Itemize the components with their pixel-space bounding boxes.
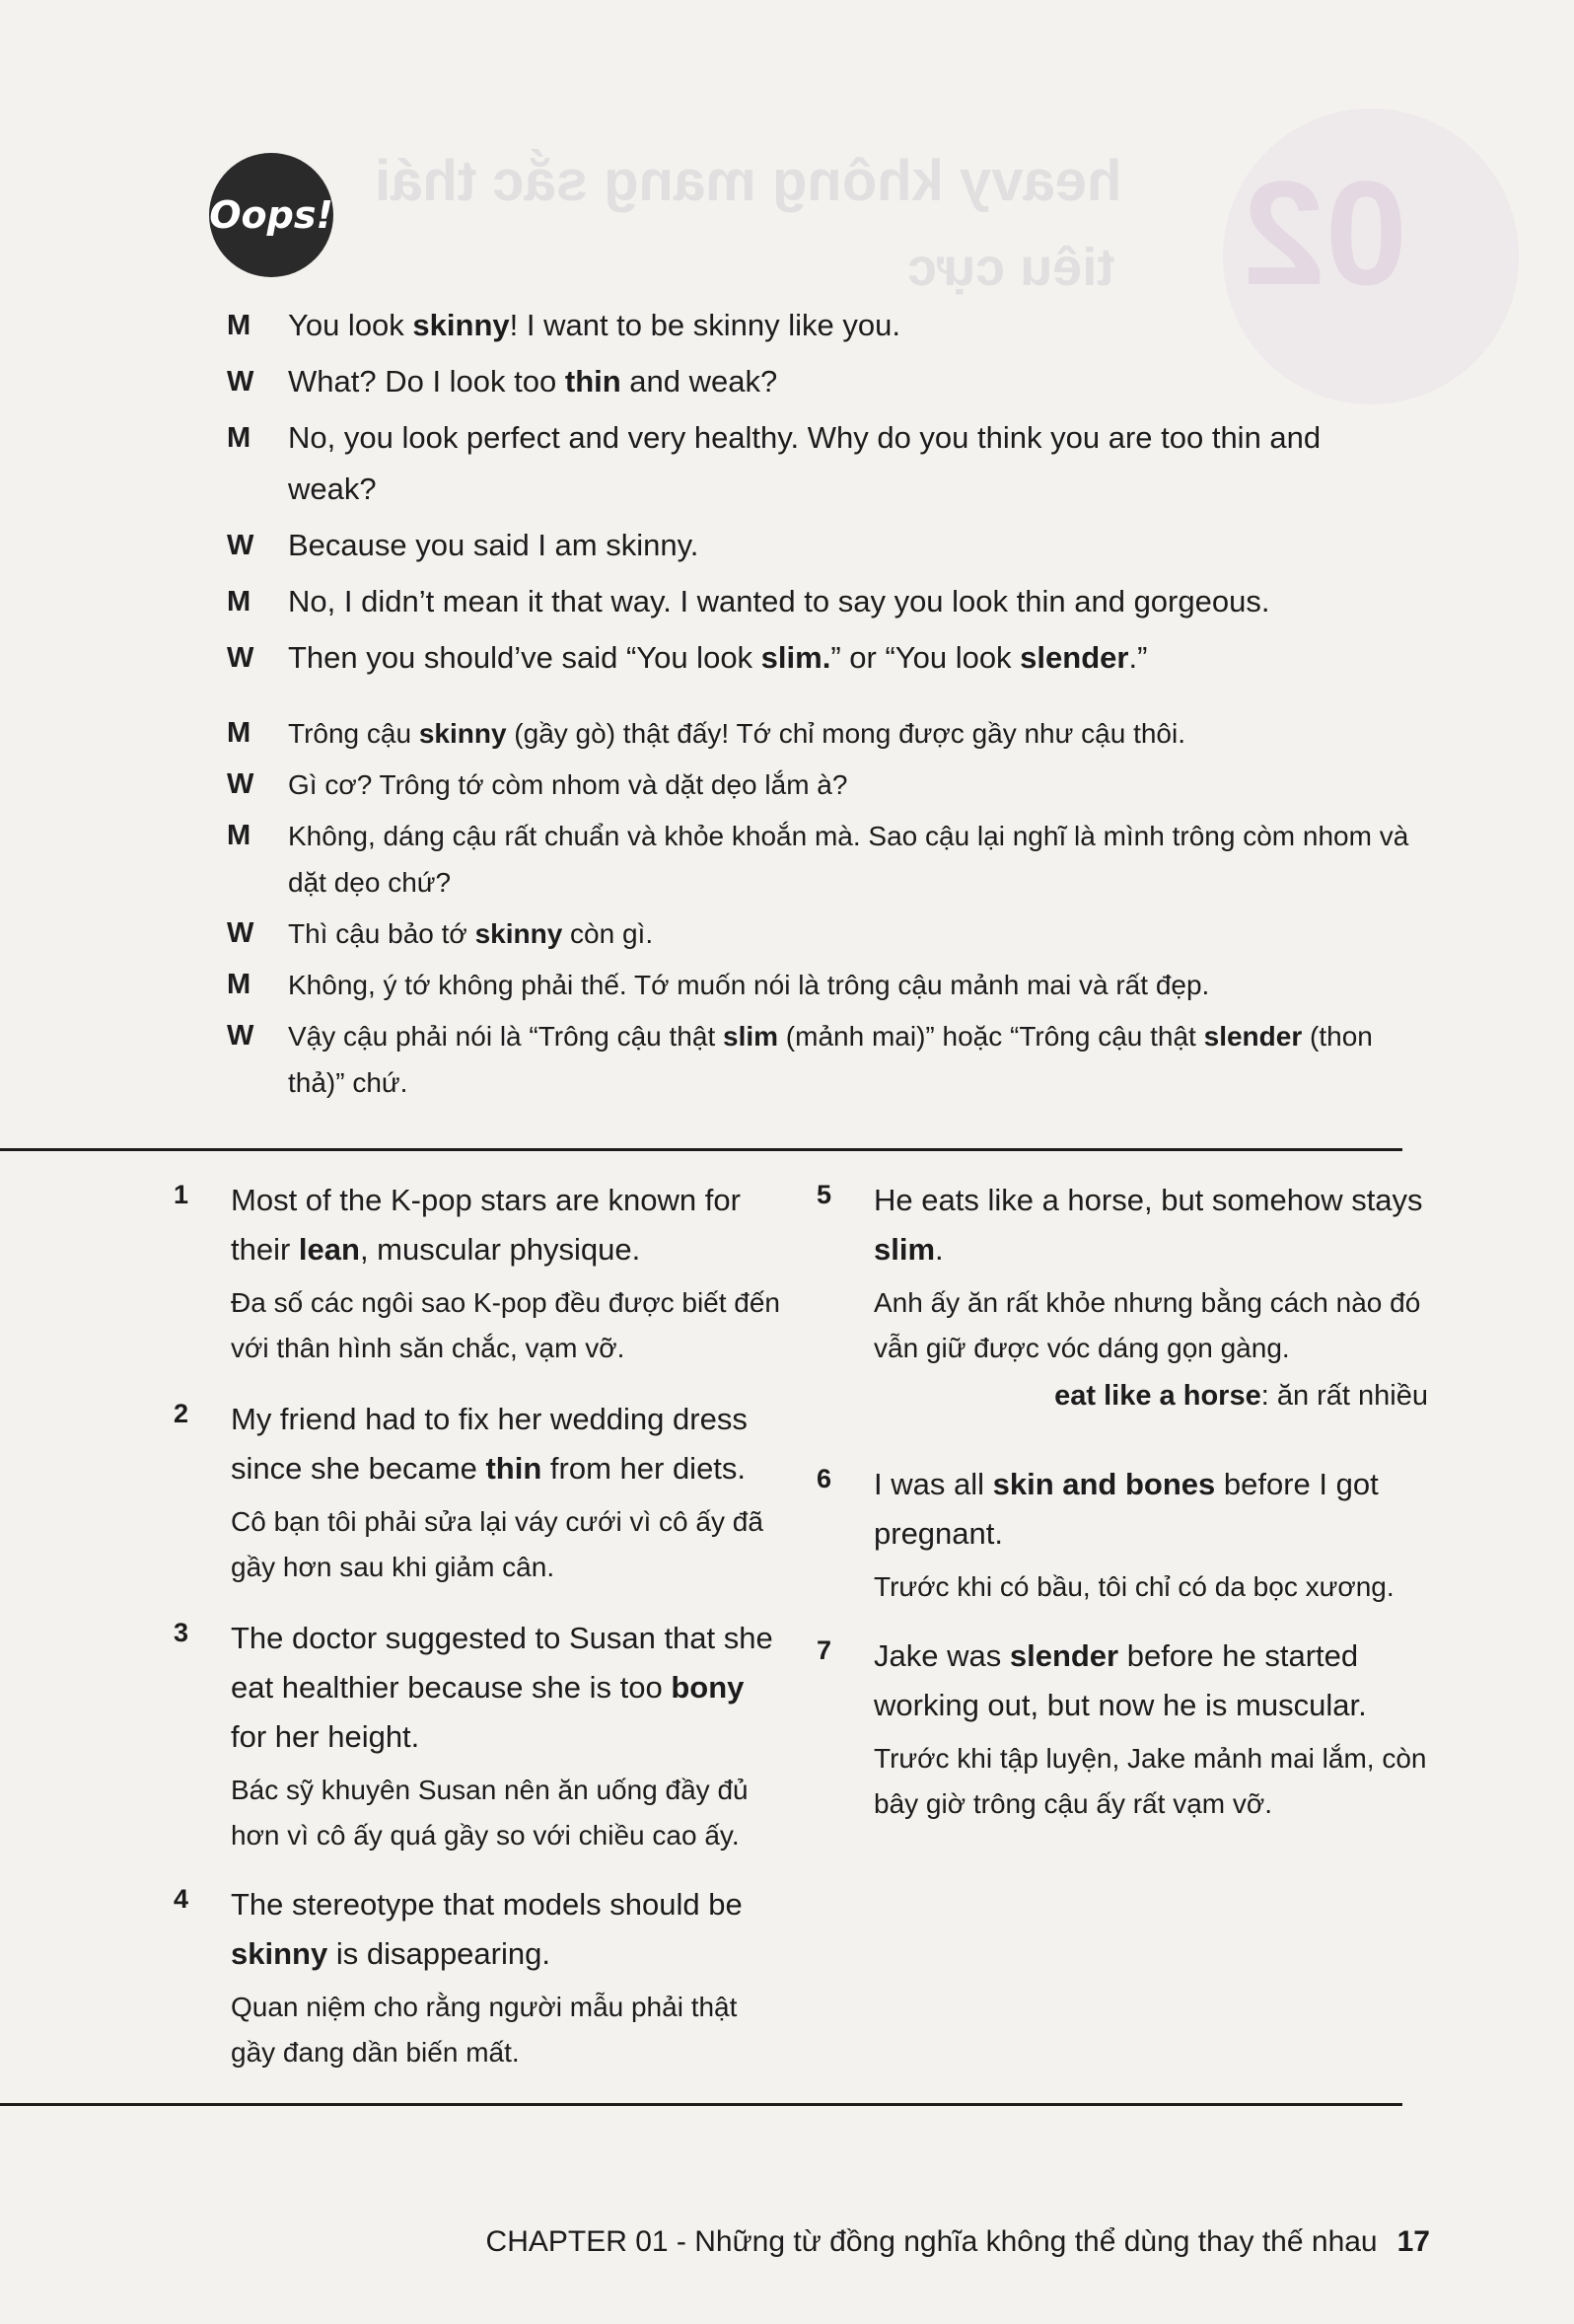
speaker-label: W — [227, 642, 254, 674]
bold-term: slender — [1009, 1638, 1119, 1673]
example-5 — [817, 1176, 1428, 1418]
example-vietnamese: Trước khi có bầu, tôi chỉ có da bọc xương. — [874, 1571, 1395, 1602]
text-run: Thì cậu bảo tớ — [288, 918, 475, 949]
text-run: You look — [288, 308, 413, 342]
text-run: He eats like a horse, but somehow stays — [874, 1183, 1423, 1217]
bold-term: slender — [1020, 640, 1129, 675]
dialogue-line — [227, 632, 1410, 684]
dialogue-text — [288, 762, 1410, 808]
dialogue-text — [288, 520, 1410, 571]
text-run: The stereotype that models should be — [231, 1887, 743, 1922]
dialogue-line — [227, 762, 1410, 808]
text-run: before he started working out, but now he is muscular. — [874, 1638, 1367, 1722]
speaker-label: M — [227, 969, 251, 1000]
example-english — [231, 1395, 785, 1493]
example-7 — [817, 1632, 1428, 1827]
example-number: 1 — [174, 1180, 189, 1209]
text-run: . — [935, 1232, 944, 1267]
example-number: 3 — [174, 1618, 189, 1647]
bold-term: skinny — [418, 718, 507, 749]
text-run: Trông cậu — [288, 718, 419, 749]
bold-term: skinny — [231, 1936, 328, 1971]
divider-top — [0, 1148, 1402, 1151]
dialogue-text — [288, 813, 1410, 906]
bold-term: thin — [564, 364, 621, 399]
dialogue-line — [227, 576, 1410, 627]
example-number: 2 — [174, 1399, 189, 1428]
dialogue-english — [227, 300, 1410, 689]
text-run: Because you said I am skinny. — [288, 528, 699, 562]
text-run: My friend had to fix her wedding dress since she became — [231, 1402, 748, 1486]
dialogue-text — [288, 710, 1410, 757]
example-1 — [174, 1176, 785, 1371]
dialogue-text — [288, 300, 1410, 351]
speaker-label: W — [227, 366, 254, 398]
bold-term: slender — [1203, 1021, 1303, 1052]
text-run: No, I didn’t mean it that way. I wanted to say you look thin and gorgeous. — [288, 584, 1270, 618]
example-3 — [174, 1614, 785, 1858]
divider-bottom — [0, 2103, 1402, 2106]
text-run: (mảnh mai)” hoặc “Trông cậu thật — [778, 1021, 1204, 1052]
example-number: 7 — [817, 1635, 832, 1665]
dialogue-text — [288, 962, 1410, 1008]
speaker-label: M — [227, 717, 251, 749]
speaker-label: M — [227, 820, 251, 851]
example-vietnamese: Trước khi tập luyện, Jake mảnh mai lắm, còn bây giờ trông cậu ấy rất vạm vỡ. — [874, 1743, 1427, 1819]
example-4 — [174, 1880, 785, 2075]
speaker-label: M — [227, 586, 251, 617]
text-run: I was all — [874, 1467, 993, 1501]
text-run: is disappearing. — [327, 1936, 550, 1971]
example-english — [231, 1880, 785, 1979]
dialogue-line — [227, 910, 1410, 957]
bold-term: skin and bones — [992, 1467, 1216, 1501]
speaker-label: M — [227, 310, 251, 341]
text-run: and weak? — [620, 364, 778, 399]
text-run: Không, dáng cậu rất chuẩn và khỏe khoắn mà. Sao cậu lại nghĩ là mình trông còm nhom và dặt dẹo chứ? — [288, 821, 1409, 898]
text-run: Vậy cậu phải nói là “Trông cậu thật — [288, 1021, 723, 1052]
example-vietnamese: Quan niệm cho rằng người mẫu phải thật gầy đang dần biến mất. — [231, 1992, 738, 2068]
speaker-label: W — [227, 1020, 254, 1052]
page-footer — [486, 2225, 1430, 2259]
bold-term: slim — [874, 1232, 936, 1267]
bold-term: thin — [485, 1451, 542, 1486]
bold-term: lean — [298, 1232, 360, 1267]
example-note — [817, 1373, 1428, 1418]
text-run: : ăn rất nhiều — [1260, 1380, 1428, 1412]
dialogue-line — [227, 356, 1410, 407]
text-run: (gầy gò) thật đấy! Tớ chỉ mong được gầy như cậu thôi. — [506, 718, 1186, 749]
bold-term: slim. — [760, 640, 831, 675]
example-2 — [174, 1395, 785, 1590]
example-number: 4 — [174, 1884, 189, 1914]
text-run: ! I want to be skinny like you. — [509, 308, 900, 342]
dialogue-vietnamese — [227, 710, 1410, 1111]
dialogue-line — [227, 1013, 1410, 1106]
text-run: còn gì. — [562, 918, 654, 949]
dialogue-line — [227, 412, 1410, 515]
example-vietnamese: Bác sỹ khuyên Susan nên ăn uống đầy đủ hơn vì cô ấy quá gầy so với chiều cao ấy. — [231, 1775, 749, 1851]
text-run: Jake was — [874, 1638, 1010, 1673]
text-run: What? Do I look too — [288, 364, 565, 399]
speaker-label: W — [227, 530, 254, 561]
dialogue-text — [288, 412, 1410, 515]
example-vietnamese: Cô bạn tôi phải sửa lại váy cưới vì cô ấy đã gầy hơn sau khi giảm cân. — [231, 1506, 763, 1582]
example-vietnamese: Anh ấy ăn rất khỏe nhưng bằng cách nào đó vẫn giữ được vóc dáng gọn gàng. — [874, 1287, 1421, 1363]
example-english — [874, 1460, 1428, 1559]
chapter-title: CHAPTER 01 - Những từ đồng nghĩa không thể dùng thay thế nhau — [485, 2225, 1378, 2258]
oops-badge — [209, 153, 333, 277]
bold-term: skinny — [412, 308, 510, 342]
dialogue-line — [227, 520, 1410, 571]
bleed-through-number: 02 — [1243, 150, 1407, 316]
speaker-label: M — [227, 422, 251, 454]
example-english — [874, 1632, 1428, 1730]
text-run: Không, ý tớ không phải thế. Tớ muốn nói là trông cậu mảnh mai và rất đẹp. — [288, 970, 1210, 1000]
page-number: 17 — [1396, 2225, 1430, 2258]
dialogue-text — [288, 632, 1410, 684]
text-run: ” or “You look — [830, 640, 1021, 675]
dialogue-text — [288, 576, 1410, 627]
oops-badge-label: Oops! — [209, 193, 333, 237]
dialogue-text — [288, 910, 1410, 957]
text-run: (thon thả)” chứ. — [288, 1021, 1373, 1098]
dialogue-text — [288, 356, 1410, 407]
example-number: 5 — [817, 1180, 832, 1209]
text-run: , muscular physique. — [359, 1232, 641, 1267]
example-english — [231, 1176, 785, 1274]
example-vietnamese: Đa số các ngôi sao K-pop đều được biết đến với thân hình săn chắc, vạm vỡ. — [231, 1287, 781, 1363]
text-run: Gì cơ? Trông tớ còm nhom và dặt dẹo lắm à? — [288, 769, 848, 800]
speaker-label: W — [227, 768, 254, 800]
dialogue-line — [227, 300, 1410, 351]
text-run: for her height. — [231, 1719, 420, 1754]
dialogue-line — [227, 962, 1410, 1008]
text-run: No, you look perfect and very healthy. Why do you think you are too thin and weak? — [288, 420, 1322, 506]
bold-term: skinny — [474, 918, 563, 949]
text-run: The doctor suggested to Susan that she eat healthier because she is too — [231, 1621, 773, 1705]
dialogue-text — [288, 1013, 1410, 1106]
bleed-through-title: heavy không mang sắc thái — [375, 149, 1122, 213]
speaker-label: W — [227, 917, 254, 949]
example-english — [231, 1614, 785, 1762]
example-english — [874, 1176, 1428, 1274]
bold-term: bony — [671, 1670, 745, 1705]
text-run: before I got pregnant. — [874, 1467, 1379, 1551]
dialogue-line — [227, 813, 1410, 906]
text-run: from her diets. — [541, 1451, 747, 1486]
example-number: 6 — [817, 1464, 832, 1493]
bleed-through-subtitle: tiêu cực — [907, 238, 1115, 297]
text-run: .” — [1128, 640, 1148, 675]
bold-term: eat like a horse — [1054, 1380, 1261, 1412]
text-run: Most of the K-pop stars are known for their — [231, 1183, 741, 1267]
bold-term: slim — [723, 1021, 779, 1052]
example-6 — [817, 1460, 1428, 1610]
dialogue-line — [227, 710, 1410, 757]
text-run: Then you should’ve said “You look — [288, 640, 761, 675]
